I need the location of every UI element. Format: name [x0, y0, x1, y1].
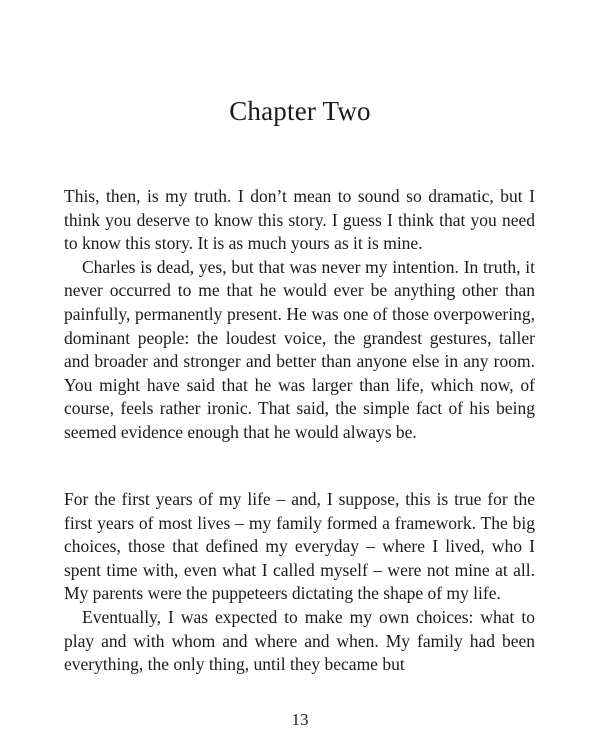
paragraph-3: For the first years of my life – and, I suppose, this is true for the first years of most lives – my family formed a framework. The big choices, those that defined my everyday – where I lived, who I spent time with, even what I called myself – were not mine at all. My parents were the puppeteers dictating the shape of my life.	[64, 489, 535, 604]
section-two	[64, 488, 535, 677]
paragraph-4: Eventually, I was expected to make my own choices: what to play and with whom and where and when. My family had been everything, the only thing, until they became but	[64, 606, 535, 675]
paragraph-2: Charles is dead, yes, but that was never my intention. In truth, it never occurred to me that he would ever be anything other than painfully, permanently present. He was one of those overpowering, dominant people: the loudest voice, the grandest gestures, taller and broader and stronger and better than anyone else in any room. You might have said that he was larger than life, which now, of course, feels rather ironic. That said, the simple fact of his being seemed evidence enough that he would always be.	[64, 256, 535, 442]
chapter-title: Chapter Two	[229, 96, 371, 126]
paragraph-1: This, then, is my truth. I don’t mean to sound so dramatic, but I think you deserve to know this story. I guess I think that you need to know this story. It is as much yours as it is mine.	[64, 186, 535, 254]
section-one	[64, 185, 535, 445]
page-number: 13	[291, 710, 309, 729]
